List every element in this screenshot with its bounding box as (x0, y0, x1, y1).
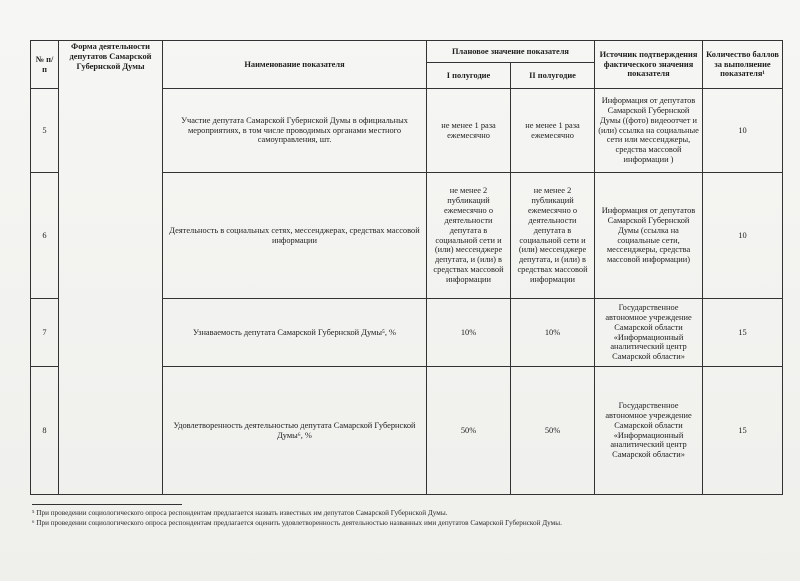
row-number: 7 (31, 299, 59, 367)
header-first-half: I полугодие (427, 63, 511, 89)
table-header-row (31, 41, 783, 63)
row-source: Информация от депутатов Самарской Губернской Думы ((фото) видеоотчет и (или) ссылка на социальные сети или мессенджеры, средства массовой информации ) (595, 89, 703, 173)
row-first-half: не менее 1 раза ежемесячно (427, 89, 511, 173)
footnote-5: ⁵ При проведении социологического опроса респондентам предлагается назвать известных им депутатов Самарской Губернской Думы. (32, 509, 448, 517)
header-second-half: II полугодие (511, 63, 595, 89)
footnote-6: ⁶ При проведении социологического опроса респондентам предлагается оценить удовлетворенность деятельностью названных ими депутатов Самарской Губернской Думы. (32, 519, 562, 528)
row-first-half: 10% (427, 299, 511, 367)
row-indicator: Удовлетворенность деятельностью депутата Самарской Губернской Думы⁶, % (163, 367, 427, 495)
header-source: Источник подтверждения фактического значения показателя (595, 41, 703, 89)
row-second-half: 50% (511, 367, 595, 495)
header-indicator: Наименование показателя (163, 41, 427, 89)
row-second-half: не менее 1 раза ежемесячно (511, 89, 595, 173)
row-source: Государственное автономное учреждение Самарской области «Информационный аналитический центр Самарской области» (595, 367, 703, 495)
indicators-table (30, 40, 783, 495)
row-score: 15 (703, 367, 783, 495)
row-indicator: Деятельность в социальных сетях, мессенджерах, средствах массовой информации (163, 173, 427, 299)
row-indicator: Участие депутата Самарской Губернской Думы в официальных мероприятиях, в том числе проводимых органами местного самоуправления, шт. (163, 89, 427, 173)
header-score: Количество баллов за выполнение показателя¹ (703, 41, 783, 89)
row-score: 10 (703, 89, 783, 173)
footnote-divider (32, 504, 182, 505)
row-number: 6 (31, 173, 59, 299)
header-number: № п/п (31, 41, 59, 89)
header-form: Форма деятельности депутатов Самарской Губернской Думы (59, 41, 163, 495)
row-source: Государственное автономное учреждение Самарской области «Информационный аналитический центр Самарской области» (595, 299, 703, 367)
row-indicator: Узнаваемость депутата Самарской Губернской Думы⁵, % (163, 299, 427, 367)
footnotes (32, 508, 772, 529)
row-second-half: не менее 2 публикаций ежемесячно о деятельности депутата в социальной сети и (или) мессенджере депутата, и (или) в средствах массовой информации (511, 173, 595, 299)
row-score: 15 (703, 299, 783, 367)
row-number: 5 (31, 89, 59, 173)
row-source: Информация от депутатов Самарской Губернской Думы (ссылка на социальные сети, мессенджеры, средства массовой информации) (595, 173, 703, 299)
row-score: 10 (703, 173, 783, 299)
row-second-half: 10% (511, 299, 595, 367)
header-plan: Плановое значение показателя (427, 41, 595, 63)
row-first-half: 50% (427, 367, 511, 495)
row-number: 8 (31, 367, 59, 495)
row-first-half: не менее 2 публикаций ежемесячно о деятельности депутата в социальной сети и (или) мессенджере депутата, и (или) в средствах массовой информации (427, 173, 511, 299)
